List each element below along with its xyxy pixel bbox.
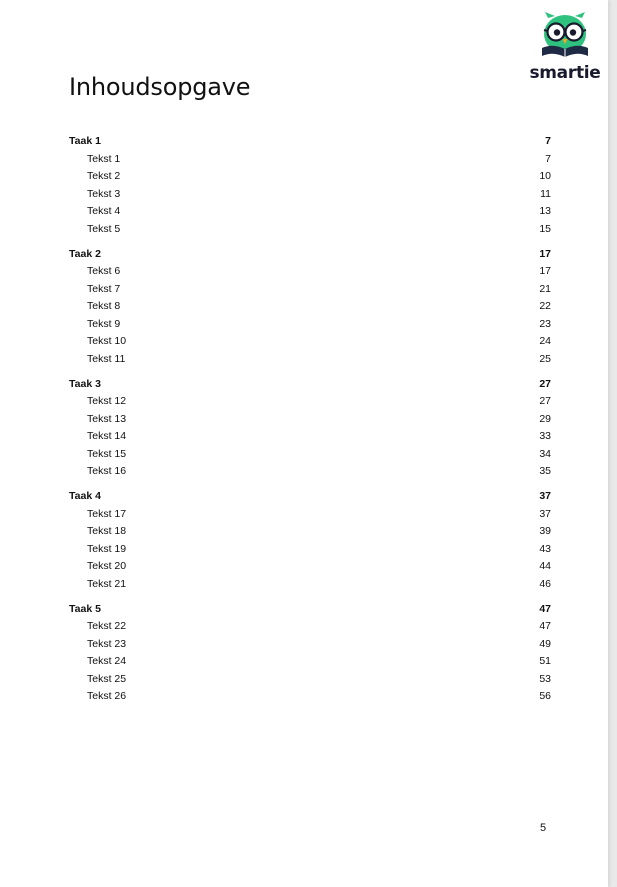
toc-text-entry-label: Tekst 3 xyxy=(87,187,121,200)
toc-text-entry[interactable] xyxy=(69,298,551,316)
toc-text-entry[interactable] xyxy=(69,393,551,411)
toc-text-entry-page: 46 xyxy=(539,577,551,590)
brand-name: smartie xyxy=(529,63,601,83)
toc-text-entry-page: 49 xyxy=(539,637,551,650)
toc-text-entry-label: Tekst 15 xyxy=(87,447,127,460)
toc-text-entry[interactable] xyxy=(69,576,551,594)
toc-chapter-entry-label: Taak 4 xyxy=(69,490,101,502)
toc-text-entry-page: 37 xyxy=(539,507,551,520)
toc-text-entry-label: Tekst 18 xyxy=(87,525,127,537)
toc-text-entry-label: Tekst 19 xyxy=(87,542,127,555)
toc-text-entry[interactable] xyxy=(69,351,551,369)
toc-text-entry-page: 56 xyxy=(539,690,551,702)
toc-text-entry-page: 39 xyxy=(539,525,551,537)
toc-text-entry[interactable] xyxy=(69,333,551,351)
toc-text-entry-label: Tekst 5 xyxy=(87,222,121,235)
toc-chapter-entry-label: Taak 5 xyxy=(69,602,101,615)
toc-section xyxy=(69,246,551,369)
toc-text-entry[interactable] xyxy=(69,186,551,204)
toc-text-entry[interactable] xyxy=(69,618,551,636)
toc-text-entry-label: Tekst 7 xyxy=(87,282,121,295)
toc-section xyxy=(69,601,551,706)
toc-text-entry[interactable] xyxy=(69,411,551,429)
toc-text-entry-label: Tekst 1 xyxy=(87,152,121,165)
toc-text-entry[interactable] xyxy=(69,541,551,559)
toc-chapter-entry[interactable] xyxy=(69,376,551,394)
toc-text-entry-page: 22 xyxy=(539,300,551,312)
toc-text-entry-label: Tekst 26 xyxy=(87,690,127,702)
toc-text-entry[interactable] xyxy=(69,221,551,239)
toc-text-entry-page: 51 xyxy=(539,655,551,667)
toc-text-entry-page: 34 xyxy=(539,447,551,460)
toc-text-entry-page: 7 xyxy=(545,152,551,165)
toc-text-entry-label: Tekst 8 xyxy=(87,300,121,312)
owl-reading-book-icon xyxy=(536,12,594,62)
page-title: Inhoudsopgave xyxy=(69,73,251,101)
toc-text-entry[interactable] xyxy=(69,506,551,524)
toc-text-entry[interactable] xyxy=(69,463,551,481)
toc-text-entry-label: Tekst 2 xyxy=(87,170,121,182)
toc-chapter-entry-page: 27 xyxy=(539,377,551,390)
toc-text-entry-label: Tekst 24 xyxy=(87,655,127,667)
table-of-contents xyxy=(69,133,551,713)
toc-chapter-entry-page: 17 xyxy=(539,247,551,260)
toc-text-entry-label: Tekst 21 xyxy=(87,577,127,590)
smartie-logo xyxy=(528,12,602,84)
toc-text-entry-label: Tekst 22 xyxy=(87,620,127,632)
toc-text-entry[interactable] xyxy=(69,281,551,299)
toc-text-entry-label: Tekst 16 xyxy=(87,465,127,477)
toc-text-entry[interactable] xyxy=(69,523,551,541)
toc-text-entry-page: 13 xyxy=(539,205,551,217)
toc-text-entry[interactable] xyxy=(69,203,551,221)
toc-chapter-entry-page: 7 xyxy=(545,135,551,147)
toc-chapter-entry-page: 47 xyxy=(539,602,551,615)
toc-section xyxy=(69,376,551,481)
toc-text-entry-page: 47 xyxy=(539,620,551,632)
toc-chapter-entry-label: Taak 3 xyxy=(69,377,101,390)
toc-text-entry-label: Tekst 23 xyxy=(87,637,127,650)
toc-text-entry[interactable] xyxy=(69,688,551,706)
toc-text-entry[interactable] xyxy=(69,316,551,334)
toc-text-entry[interactable] xyxy=(69,151,551,169)
toc-text-entry[interactable] xyxy=(69,446,551,464)
toc-text-entry-label: Tekst 10 xyxy=(87,335,127,347)
toc-text-entry-label: Tekst 25 xyxy=(87,672,127,685)
toc-text-entry-page: 25 xyxy=(539,352,551,365)
toc-text-entry-page: 53 xyxy=(539,672,551,685)
toc-chapter-entry[interactable] xyxy=(69,246,551,264)
toc-text-entry-page: 15 xyxy=(539,222,551,235)
toc-text-entry-page: 29 xyxy=(539,412,551,425)
toc-chapter-entry[interactable] xyxy=(69,488,551,506)
toc-text-entry[interactable] xyxy=(69,653,551,671)
toc-chapter-entry[interactable] xyxy=(69,133,551,151)
toc-text-entry[interactable] xyxy=(69,263,551,281)
toc-text-entry-label: Tekst 12 xyxy=(87,395,127,407)
toc-text-entry[interactable] xyxy=(69,636,551,654)
toc-chapter-entry-label: Taak 2 xyxy=(69,247,101,260)
toc-text-entry-label: Tekst 6 xyxy=(87,265,121,277)
toc-text-entry-page: 23 xyxy=(539,317,551,330)
toc-section xyxy=(69,133,551,238)
toc-text-entry-page: 17 xyxy=(539,265,551,277)
toc-section xyxy=(69,488,551,593)
toc-text-entry-page: 44 xyxy=(539,560,551,572)
toc-text-entry[interactable] xyxy=(69,428,551,446)
toc-chapter-entry[interactable] xyxy=(69,601,551,619)
toc-text-entry-page: 11 xyxy=(540,187,551,200)
toc-text-entry-label: Tekst 4 xyxy=(87,205,121,217)
toc-text-entry-label: Tekst 9 xyxy=(87,317,121,330)
toc-text-entry[interactable] xyxy=(69,558,551,576)
toc-text-entry-page: 33 xyxy=(539,430,551,442)
toc-text-entry[interactable] xyxy=(69,168,551,186)
toc-text-entry-label: Tekst 20 xyxy=(87,560,127,572)
toc-text-entry-page: 10 xyxy=(539,170,551,182)
toc-text-entry-label: Tekst 17 xyxy=(87,507,127,520)
toc-text-entry-page: 27 xyxy=(539,395,551,407)
toc-text-entry-page: 21 xyxy=(539,282,551,295)
toc-text-entry-label: Tekst 11 xyxy=(87,352,126,365)
toc-text-entry[interactable] xyxy=(69,671,551,689)
toc-text-entry-page: 35 xyxy=(539,465,551,477)
toc-chapter-entry-page: 37 xyxy=(539,490,551,502)
page-number: 5 xyxy=(540,822,547,834)
toc-chapter-entry-label: Taak 1 xyxy=(69,135,101,147)
toc-text-entry-page: 43 xyxy=(539,542,551,555)
toc-text-entry-page: 24 xyxy=(539,335,551,347)
toc-text-entry-label: Tekst 14 xyxy=(87,430,127,442)
toc-text-entry-label: Tekst 13 xyxy=(87,412,127,425)
